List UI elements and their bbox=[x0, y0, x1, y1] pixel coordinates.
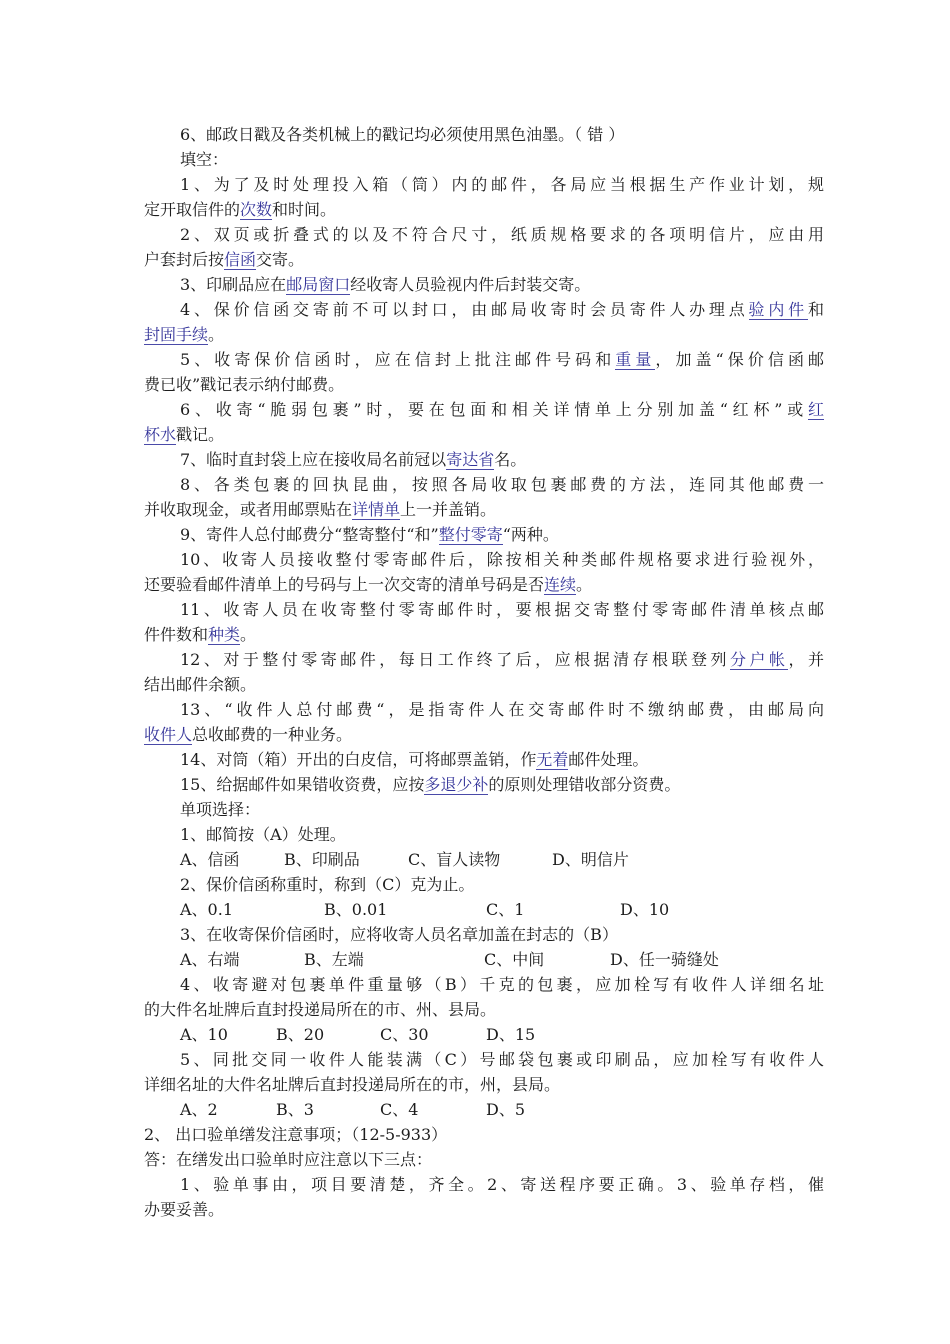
text-segment: 交寄。 bbox=[256, 250, 305, 269]
choice-option: C、4 bbox=[380, 1100, 419, 1119]
answer-blank: 种类 bbox=[208, 625, 241, 644]
text-segment: 总收邮费的一种业务。 bbox=[192, 725, 353, 744]
text-segment: ，并 bbox=[788, 650, 824, 669]
text-line bbox=[144, 722, 824, 747]
text-segment: 9、寄件人总付邮费分“整寄整付“和” bbox=[180, 525, 439, 544]
choice-option: D、任一骑缝处 bbox=[610, 950, 719, 969]
text-segment: 还要验看邮件清单上的号码与上一次交寄的清单号码是否 bbox=[144, 575, 545, 594]
text-segment: 件件数和 bbox=[144, 625, 209, 644]
text-line bbox=[144, 772, 824, 797]
text-line bbox=[144, 247, 824, 272]
text-segment: 1、为了及时处理投入箱（筒）内的邮件，各局应当根据生产作业计划，规 bbox=[180, 175, 824, 194]
text-line bbox=[144, 497, 824, 522]
text-segment: 8、各类包裹的回执昆曲，按照各局收取包裹邮费的方法，连同其他邮费一 bbox=[180, 475, 824, 494]
answer-blank: 验内件 bbox=[748, 300, 808, 319]
answer-blank: 寄达省 bbox=[446, 450, 495, 469]
document-body bbox=[144, 122, 824, 1222]
choice-option: A、信函 bbox=[180, 850, 240, 869]
text-line bbox=[144, 822, 824, 847]
text-segment: 费已收”戳记表示纳付邮费。 bbox=[144, 375, 345, 394]
text-segment: 12、对于整付零寄邮件，每日工作终了后，应根据清存根联登列 bbox=[180, 650, 731, 669]
text-segment: 办要妥善。 bbox=[144, 1200, 225, 1219]
text-line bbox=[144, 297, 824, 322]
choice-option: A、10 bbox=[180, 1025, 228, 1044]
text-segment: 的原则处理错收部分资费。 bbox=[488, 775, 681, 794]
text-segment: 上一并盖销。 bbox=[400, 500, 497, 519]
text-line bbox=[144, 1172, 824, 1197]
answer-blank: 重量 bbox=[615, 350, 656, 369]
choice-option: B、0.01 bbox=[324, 900, 388, 919]
answer-blank: 无着 bbox=[536, 750, 569, 769]
choice-option: A、0.1 bbox=[180, 900, 234, 919]
answer-blank: 邮局窗口 bbox=[286, 275, 351, 294]
choice-options-row bbox=[144, 947, 824, 972]
choice-option: D、明信片 bbox=[552, 850, 629, 869]
text-segment: 详细名址的大件名址牌后直封投递局所在的市，州，县局。 bbox=[144, 1075, 561, 1094]
text-segment: 6、邮政日戳及各类机械上的戳记均必须使用黑色油墨。（ 错 ） bbox=[180, 125, 625, 144]
text-segment: 10、收寄人员接收整付零寄邮件后，除按相关种类邮件规格要求进行验视外， bbox=[180, 550, 824, 569]
text-segment: 2、保价信函称重时，称到（C）克为止。 bbox=[180, 875, 475, 894]
answer-blank: 次数 bbox=[240, 200, 273, 219]
choice-options-row bbox=[144, 1097, 824, 1122]
text-line bbox=[144, 672, 824, 697]
choice-option: C、30 bbox=[380, 1025, 429, 1044]
text-line bbox=[144, 872, 824, 897]
text-segment: 的大件名址牌后直封投递局所在的市、州、县局。 bbox=[144, 1000, 497, 1019]
choice-option: A、2 bbox=[180, 1100, 218, 1119]
text-line bbox=[144, 172, 824, 197]
text-line bbox=[144, 572, 824, 597]
text-line bbox=[144, 597, 824, 622]
text-segment: 11、收寄人员在收寄整付零寄邮件时，要根据交寄整付零寄邮件清单核点邮 bbox=[180, 600, 824, 619]
text-segment: 15、给据邮件如果错收资费，应按 bbox=[180, 775, 425, 794]
answer-blank: 连续 bbox=[544, 575, 577, 594]
text-line bbox=[144, 522, 824, 547]
text-line bbox=[144, 697, 824, 722]
text-line bbox=[144, 147, 824, 172]
text-line bbox=[144, 372, 824, 397]
choice-option: B、左端 bbox=[304, 950, 364, 969]
text-segment: 答：在缮发出口验单时应注意以下三点： bbox=[144, 1150, 433, 1169]
text-line bbox=[144, 997, 824, 1022]
text-segment: ，加盖“保价信函邮 bbox=[655, 350, 824, 369]
text-segment: 5、同批交同一收件人能装满（C）号邮袋包裹或印刷品，应加栓写有收件人 bbox=[180, 1050, 824, 1069]
text-segment: 6、收寄“脆弱包裹”时，要在包面和相关详情单上分别加盖“红杯”或 bbox=[180, 400, 808, 419]
text-line bbox=[144, 547, 824, 572]
text-segment: 定开取信件的 bbox=[144, 200, 241, 219]
answer-blank: 杯水 bbox=[144, 425, 177, 444]
text-segment: 4、保价信函交寄前不可以封口，由邮局收寄时会员寄件人办理点 bbox=[180, 300, 749, 319]
choice-options-row bbox=[144, 897, 824, 922]
text-line bbox=[144, 272, 824, 297]
text-segment: 和 bbox=[807, 300, 824, 319]
choice-option: D、10 bbox=[620, 900, 670, 919]
text-line bbox=[144, 797, 824, 822]
text-line bbox=[144, 397, 824, 422]
text-segment: 并收取现金，或者用邮票贴在 bbox=[144, 500, 353, 519]
text-line bbox=[144, 622, 824, 647]
choice-option: D、15 bbox=[486, 1025, 536, 1044]
text-line bbox=[144, 1072, 824, 1097]
text-segment: 13、“收件人总付邮费“，是指寄件人在交寄邮件时不缴纳邮费，由邮局向 bbox=[180, 700, 824, 719]
text-line bbox=[144, 972, 824, 997]
text-line bbox=[144, 922, 824, 947]
answer-blank: 收件人 bbox=[144, 725, 193, 744]
text-line bbox=[144, 747, 824, 772]
text-segment: 名。 bbox=[494, 450, 527, 469]
answer-blank: 多退少补 bbox=[424, 775, 489, 794]
text-line bbox=[144, 222, 824, 247]
text-segment: 1、验单事由，项目要清楚，齐全。2、寄送程序要正确。3、验单存档，催 bbox=[180, 1175, 824, 1194]
text-line bbox=[144, 197, 824, 222]
choice-option: C、中间 bbox=[484, 950, 545, 969]
text-line bbox=[144, 472, 824, 497]
text-segment: 4、收寄避对包裹单件重量够（B）千克的包裹，应加栓写有收件人详细名址 bbox=[180, 975, 824, 994]
choice-option: B、印刷品 bbox=[284, 850, 360, 869]
text-segment: 14、对筒（箱）开出的白皮信，可将邮票盖销，作 bbox=[180, 750, 537, 769]
text-segment: 经收寄人员验视内件后封装交寄。 bbox=[350, 275, 591, 294]
choice-option: A、右端 bbox=[180, 950, 240, 969]
answer-blank: 红 bbox=[807, 400, 824, 419]
text-segment: 7、临时直封袋上应在接收局名前冠以 bbox=[180, 450, 447, 469]
text-segment: 单项选择： bbox=[180, 800, 261, 819]
answer-blank: 封固手续 bbox=[144, 325, 209, 344]
choice-option: D、5 bbox=[486, 1100, 526, 1119]
text-segment: 戳记。 bbox=[176, 425, 225, 444]
text-line bbox=[144, 422, 824, 447]
choice-options-row bbox=[144, 847, 824, 872]
choice-option: C、1 bbox=[486, 900, 525, 919]
text-segment: 户套封后按 bbox=[144, 250, 225, 269]
text-segment: 2、双页或折叠式的以及不符合尺寸，纸质规格要求的各项明信片，应由用 bbox=[180, 225, 824, 244]
text-line bbox=[144, 1147, 824, 1172]
text-line bbox=[144, 322, 824, 347]
text-segment: 结出邮件余额。 bbox=[144, 675, 257, 694]
choice-option: B、20 bbox=[276, 1025, 325, 1044]
choice-option: C、盲人读物 bbox=[408, 850, 501, 869]
text-segment: 邮件处理。 bbox=[568, 750, 649, 769]
text-segment: 2、 出口验单缮发注意事项；（12-5-933） bbox=[144, 1125, 448, 1144]
text-segment: 。 bbox=[576, 575, 593, 594]
section-heading bbox=[144, 1122, 824, 1147]
text-segment: 填空： bbox=[180, 150, 229, 169]
answer-blank: 信函 bbox=[224, 250, 257, 269]
text-segment: “两种。 bbox=[502, 525, 559, 544]
choice-options-row bbox=[144, 1022, 824, 1047]
text-line bbox=[144, 647, 824, 672]
answer-blank: 详情单 bbox=[352, 500, 401, 519]
text-line bbox=[144, 1197, 824, 1222]
text-line bbox=[144, 1047, 824, 1072]
text-line bbox=[144, 447, 824, 472]
text-segment: 。 bbox=[240, 625, 257, 644]
text-segment: 和时间。 bbox=[272, 200, 337, 219]
text-line bbox=[144, 347, 824, 372]
choice-option: B、3 bbox=[276, 1100, 314, 1119]
answer-blank: 整付零寄 bbox=[438, 525, 503, 544]
text-segment: 3、在收寄保价信函时，应将收寄人员名章加盖在封志的（B） bbox=[180, 925, 618, 944]
text-line bbox=[144, 122, 824, 147]
text-segment: 5、收寄保价信函时，应在信封上批注邮件号码和 bbox=[180, 350, 616, 369]
answer-blank: 分户帐 bbox=[730, 650, 789, 669]
text-segment: 。 bbox=[208, 325, 225, 344]
text-segment: 1、邮简按（A）处理。 bbox=[180, 825, 346, 844]
text-segment: 3、印刷品应在 bbox=[180, 275, 287, 294]
